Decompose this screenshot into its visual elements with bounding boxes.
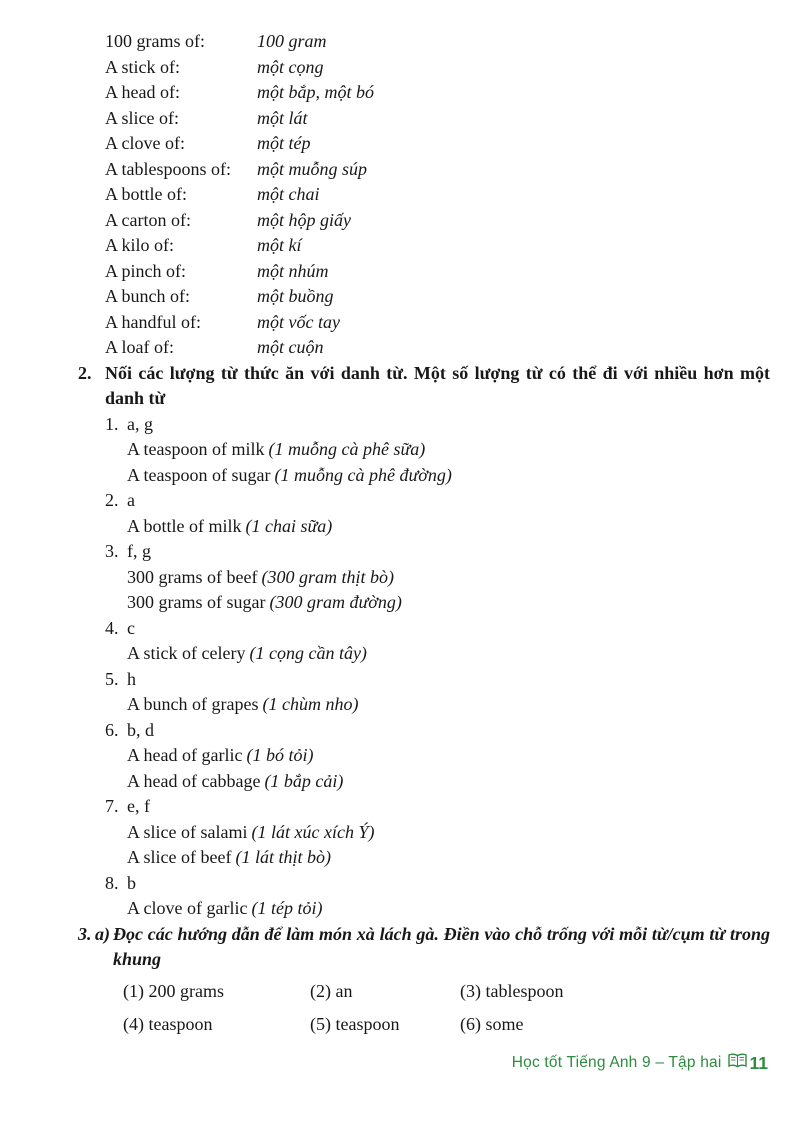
item-phrase [127, 641, 770, 667]
phrase-vi: (1 tép tỏi) [251, 898, 323, 918]
quantity-translation: một chai [257, 184, 320, 204]
open-book-icon [728, 1053, 747, 1075]
quantity-term: 100 grams of: [105, 31, 205, 51]
quantity-row [105, 182, 770, 208]
phrase-vi: (1 bắp cải) [264, 770, 344, 791]
section2-title: Nối các lượng từ thức ăn với danh từ. Một số lượng từ có thể đi với nhiều hơn một danh từ [105, 362, 770, 408]
page-footer [512, 1051, 768, 1075]
answer-blank: (2) an [310, 980, 353, 1001]
item-answer: b, d [127, 719, 154, 740]
phrase-en: A slice of salami [127, 821, 248, 842]
phrase-en: 300 grams of beef [127, 566, 258, 587]
quantity-term: A bunch of: [105, 286, 190, 306]
item-answer-line [105, 616, 770, 642]
phrase-vi: (1 bó tỏi) [246, 745, 314, 765]
section3-title: Đọc các hướng dẫn để làm món xà lách gà. Điền vào chỗ trống với mỗi từ/cụm từ trong khung [113, 923, 770, 969]
exercise-item [105, 871, 770, 922]
answer-blank: (4) teaspoon [123, 1013, 213, 1034]
phrase-en: A teaspoon of sugar [127, 464, 271, 485]
exercise-item [105, 667, 770, 718]
item-answer-line [105, 667, 770, 693]
quantity-term: A head of: [105, 82, 180, 102]
item-phrase [127, 845, 770, 871]
quantity-row [105, 55, 770, 81]
phrase-en: A bunch of grapes [127, 694, 259, 714]
quantity-translation: một kí [257, 235, 302, 255]
phrase-vi: (300 gram đường) [269, 592, 402, 612]
section2-answers [105, 412, 770, 922]
item-answer-line [105, 794, 770, 820]
item-answer-line [105, 488, 770, 514]
quantity-row [105, 208, 770, 234]
quantity-term: A loaf of: [105, 337, 174, 357]
item-answer: e, f [127, 796, 150, 816]
exercise-item [105, 539, 770, 616]
quantity-row [105, 259, 770, 285]
quantity-row [105, 335, 770, 361]
phrase-vi: (1 lát xúc xích Ý) [251, 821, 375, 842]
item-number: 4. [105, 617, 119, 638]
phrase-vi: (300 gram thịt bò) [261, 566, 394, 587]
item-answer: c [127, 617, 135, 638]
section3-number: 3. [78, 923, 92, 944]
answers-row [123, 1008, 770, 1041]
quantity-translation: một cuộn [257, 337, 324, 357]
item-phrase [127, 463, 770, 489]
quantity-translation: một lát [257, 107, 308, 128]
exercise-item [105, 718, 770, 795]
quantity-translation: một nhúm [257, 260, 329, 281]
phrase-vi: (1 muỗng cà phê sữa) [268, 439, 426, 459]
item-number: 2. [105, 490, 119, 510]
item-number: 7. [105, 796, 119, 816]
phrase-vi: (1 chai sữa) [245, 515, 333, 536]
quantity-translation: một hộp giấy [257, 209, 351, 230]
exercise-item [105, 616, 770, 667]
item-answer: a [127, 490, 135, 510]
quantity-row [105, 284, 770, 310]
item-number: 8. [105, 872, 119, 893]
phrase-en: A slice of beef [127, 847, 232, 867]
item-phrase [127, 769, 770, 795]
item-answer-line [105, 718, 770, 744]
phrase-en: A clove of garlic [127, 898, 248, 918]
item-answer-line [105, 539, 770, 565]
exercise-item [105, 412, 770, 489]
item-phrase [127, 896, 770, 922]
quantity-row [105, 131, 770, 157]
quantity-translation: một bắp, một bó [257, 82, 374, 102]
quantity-row [105, 80, 770, 106]
quantity-translation: một buồng [257, 286, 334, 306]
item-phrase [127, 692, 770, 718]
section3-answers [123, 975, 770, 1041]
item-answer-line [105, 412, 770, 438]
quantity-term: A carton of: [105, 209, 191, 230]
quantity-term: A clove of: [105, 133, 185, 153]
exercise-item [105, 488, 770, 539]
item-number: 5. [105, 668, 119, 689]
quantity-translation: một tép [257, 133, 311, 153]
phrase-en: A teaspoon of milk [127, 439, 265, 459]
item-number: 1. [105, 413, 119, 434]
item-answer: f, g [127, 541, 151, 561]
phrase-vi: (1 chùm nho) [262, 694, 359, 714]
quantity-term: A stick of: [105, 56, 180, 77]
quantity-row [105, 157, 770, 183]
quantity-translation: 100 gram [257, 31, 327, 51]
quantity-term: A kilo of: [105, 235, 175, 255]
section3-part-label: a) [95, 923, 110, 944]
answers-row [123, 975, 770, 1008]
item-phrase [127, 743, 770, 769]
item-answer-line [105, 871, 770, 897]
item-phrase [127, 437, 770, 463]
quantity-term: A slice of: [105, 107, 179, 128]
quantity-translation: một cọng [257, 56, 324, 77]
quantity-term: A tablespoons of: [105, 158, 231, 179]
item-number: 6. [105, 719, 119, 740]
quantity-row [105, 106, 770, 132]
page-number: 11 [749, 1053, 768, 1073]
quantity-translation: một vốc tay [257, 311, 340, 332]
quantity-row [105, 310, 770, 336]
quantity-translation: một muỗng súp [257, 158, 368, 179]
phrase-en: A head of garlic [127, 745, 243, 765]
phrase-vi: (1 muỗng cà phê đường) [274, 464, 452, 485]
phrase-vi: (1 cọng cần tây) [249, 643, 367, 663]
item-phrase [127, 565, 770, 591]
quantity-term: A handful of: [105, 311, 201, 332]
quantity-term: A pinch of: [105, 260, 186, 281]
item-phrase [127, 514, 770, 540]
item-phrase [127, 820, 770, 846]
answer-blank: (6) some [460, 1013, 524, 1034]
exercise-item [105, 794, 770, 871]
phrase-en: A bottle of milk [127, 515, 242, 536]
book-title: Học tốt Tiếng Anh 9 – Tập hai [511, 1054, 722, 1071]
phrase-vi: (1 lát thịt bò) [235, 847, 331, 867]
phrase-en: 300 grams of sugar [127, 592, 266, 612]
item-phrase [127, 590, 770, 616]
phrase-en: A head of cabbage [127, 770, 261, 791]
quantity-term: A bottle of: [105, 184, 187, 204]
section3-heading [78, 922, 770, 973]
answer-blank: (1) 200 grams [123, 980, 224, 1001]
item-answer: b [127, 872, 136, 893]
phrase-en: A stick of celery [127, 643, 246, 663]
section2-heading [78, 361, 770, 412]
answer-blank: (3) tablespoon [460, 980, 564, 1001]
quantity-row [105, 233, 770, 259]
quantity-row [105, 29, 770, 55]
answer-blank: (5) teaspoon [310, 1013, 400, 1034]
section2-number: 2. [78, 362, 92, 383]
item-answer: a, g [127, 413, 153, 434]
item-number: 3. [105, 541, 119, 561]
quantity-list [78, 29, 770, 361]
item-answer: h [127, 668, 136, 689]
